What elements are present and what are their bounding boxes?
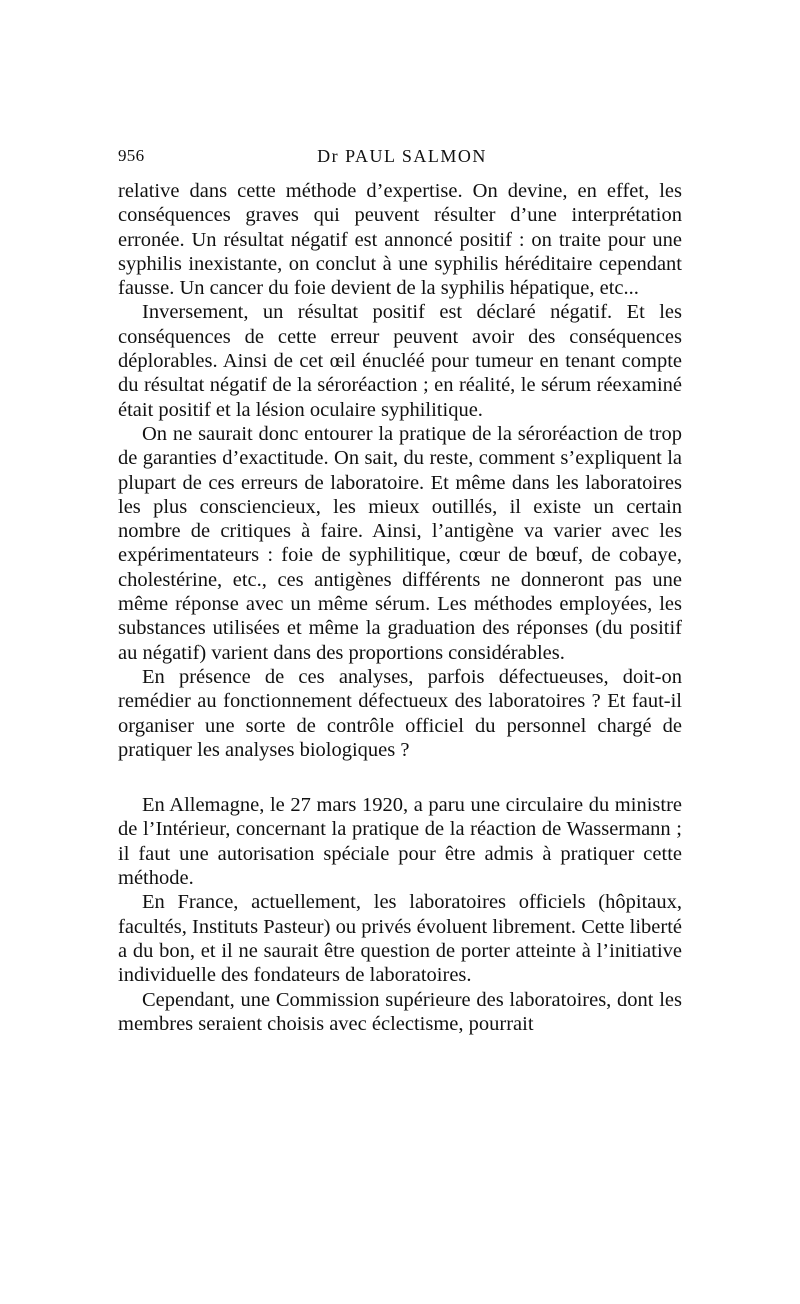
paragraph: Inversement, un résultat positif est déclaré négatif. Et les conséquences de cette erreur peuvent avoir des conséquences déplorables. Ainsi de cet œil énucléé pour tumeur en tenant compte du résultat négatif de la séroréaction ; en réalité, le sérum réexaminé était positif et la lésion oculaire syphilitique. bbox=[118, 301, 682, 421]
running-head bbox=[118, 146, 686, 172]
page-number: 956 bbox=[118, 146, 145, 165]
body-text bbox=[118, 179, 682, 1036]
paragraph-continued: relative dans cette méthode d’expertise. On devine, en effet, les conséquences graves qui peuvent résulter d’une interprétation erronée. Un résultat négatif est annoncé positif : on traite pour une syphilis inexistante, on conclut à une syphilis héréditaire cependant fausse. Un cancer du foie devient de la syphilis hépatique, etc... bbox=[118, 180, 682, 300]
paragraph: En France, actuellement, les laboratoires officiels (hôpitaux, facultés, Instituts Pasteur) ou privés évoluent librement. Cette liberté a du bon, et il ne saurait être question de porter atteinte à l’initiative individuelle des fondateurs de laboratoires. bbox=[118, 891, 682, 987]
paragraph: On ne saurait donc entourer la pratique de la séroréaction de trop de garanties d’exactitude. On sait, du reste, comment s’expliquent la plupart de ces erreurs de laboratoire. Et même dans les laboratoires les plus consciencieux, les mieux outillés, il existe un certain nombre de critiques à faire. Ainsi, l’antigène va varier avec les expérimentateurs : foie de syphilitique, cœur de bœuf, de cobaye, cholestérine, etc., ces antigènes différents ne donneront pas une même réponse avec un même sérum. Les méthodes employées, les substances utilisées et même la graduation des réponses (du positif au négatif) varient dans des proportions considérables. bbox=[118, 422, 682, 664]
paragraph: En présence de ces analyses, parfois défectueuses, doit-on remédier au fonctionnement défectueux des laboratoires ? Et faut-il organiser une sorte de contrôle officiel du personnel chargé de pratiquer les analyses biologiques ? bbox=[118, 665, 682, 761]
paragraph: Cependant, une Commission supérieure des laboratoires, dont les membres seraient choisis avec éclectisme, pourrait bbox=[118, 988, 682, 1035]
running-title-author: Dr PAUL SALMON bbox=[317, 146, 487, 166]
paragraph: En Allemagne, le 27 mars 1920, a paru une circulaire du ministre de l’Intérieur, concernant la pratique de la réaction de Wassermann ; il faut une autorisation spéciale pour être admis à pratiquer cette méthode. bbox=[118, 794, 682, 890]
